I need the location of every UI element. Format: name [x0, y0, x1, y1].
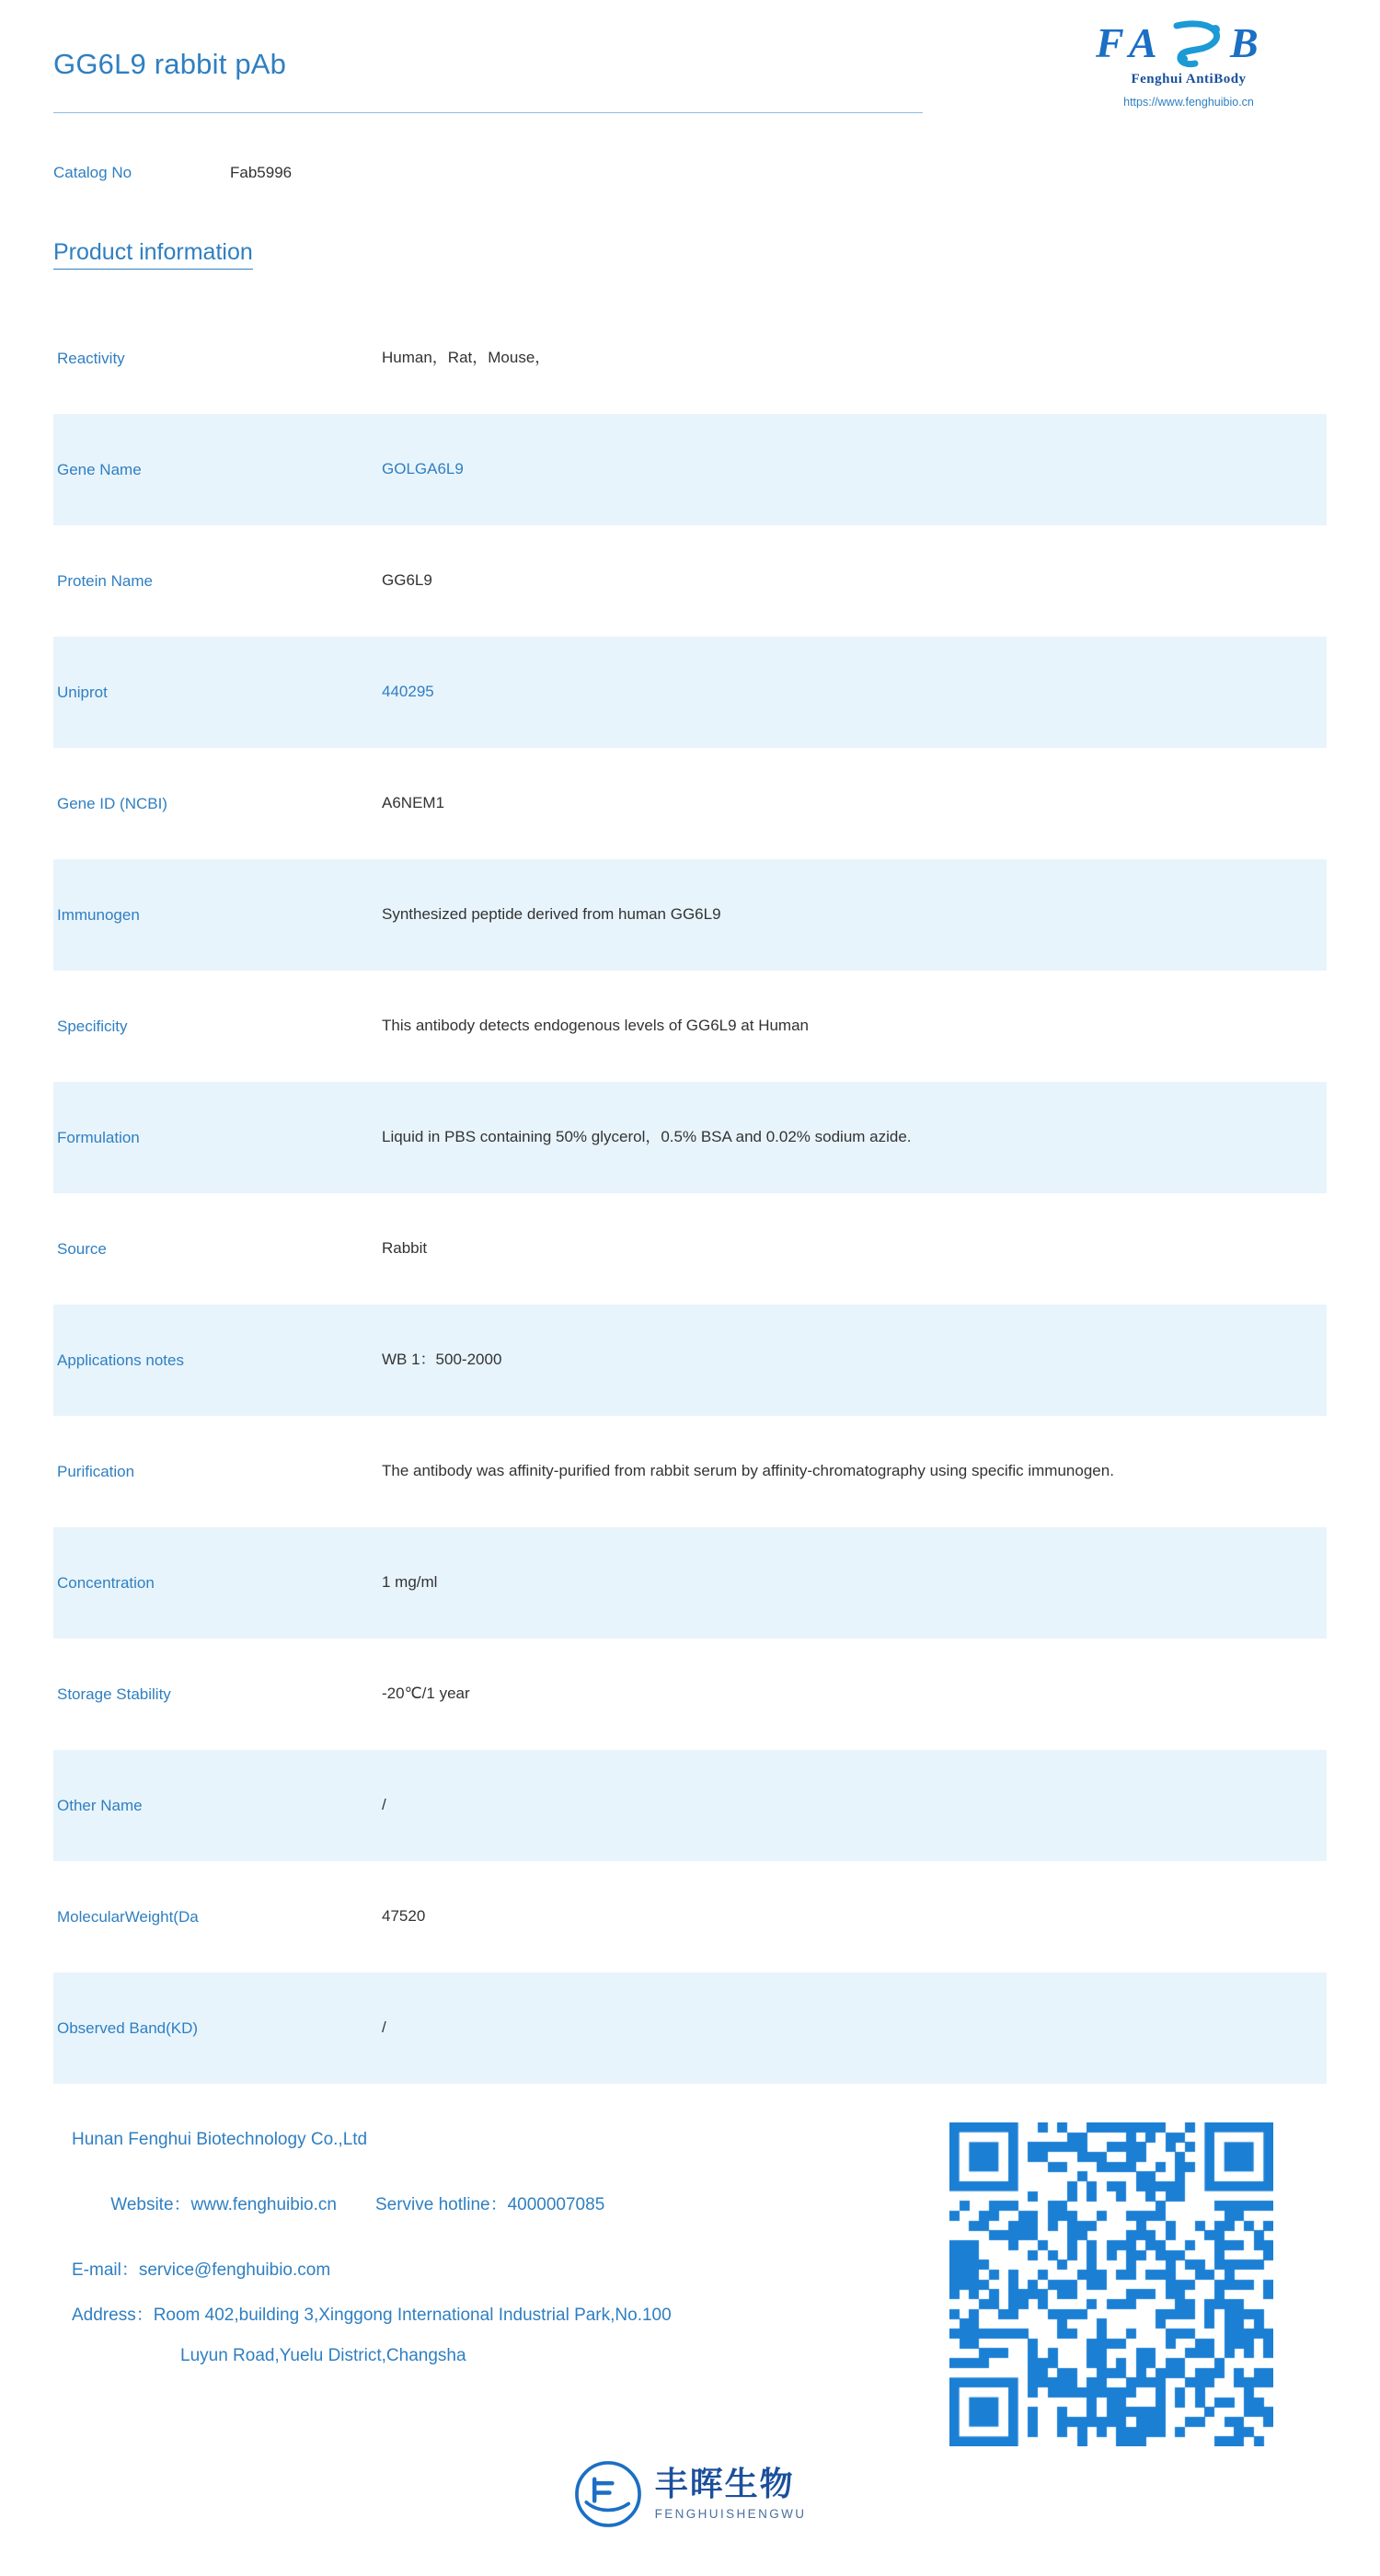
table-row	[53, 971, 1327, 1082]
row-label: Specificity	[57, 1017, 128, 1035]
row-label: Gene Name	[57, 460, 142, 478]
title-divider	[53, 112, 923, 113]
row-label: Concentration	[57, 1573, 155, 1592]
table-row	[53, 1861, 1327, 1972]
row-value: A6NEM1	[382, 794, 445, 812]
row-value: -20℃/1 year	[382, 1685, 470, 1703]
fenghui-mark-icon	[574, 2460, 642, 2528]
qr-code-canvas	[949, 2122, 1273, 2446]
row-label: Source	[57, 1239, 107, 1258]
row-value: Synthesized peptide derived from human GG6L9	[382, 905, 721, 924]
brand-url[interactable]: https://www.fenghuibio.cn	[1123, 96, 1254, 109]
row-value[interactable]: GOLGA6L9	[382, 460, 464, 478]
document-footer	[53, 2122, 1327, 2398]
footer-email[interactable]: E-mail：service@fenghuibio.com	[72, 2260, 331, 2280]
section-heading: Product information	[53, 239, 253, 270]
catalog-label: Catalog No	[53, 164, 132, 181]
row-value: /	[382, 1796, 386, 1814]
table-row	[53, 637, 1327, 748]
row-label: Other Name	[57, 1796, 143, 1814]
row-label: Formulation	[57, 1128, 140, 1146]
footer-website-row	[72, 2170, 992, 2236]
row-label: MolecularWeight(Da	[57, 1907, 199, 1926]
table-row	[53, 1639, 1327, 1750]
table-row	[53, 414, 1327, 525]
row-label: Protein Name	[57, 571, 153, 590]
row-label: Storage Stability	[57, 1685, 171, 1703]
svg-text:F: F	[1096, 19, 1124, 66]
row-value: Liquid in PBS containing 50% glycerol，0.5% BSA and 0.02% sodium azide.	[382, 1128, 912, 1146]
brand-logo	[1051, 17, 1327, 109]
brand-subtitle: Fenghui AntiBody	[1131, 72, 1247, 86]
catalog-row	[53, 164, 1327, 191]
table-row	[53, 1082, 1327, 1193]
row-label: Observed Band(KD)	[57, 2018, 199, 2037]
bottom-brand-text	[655, 2467, 807, 2521]
table-row	[53, 859, 1327, 971]
row-value: 1 mg/ml	[382, 1573, 438, 1592]
row-value: GG6L9	[382, 571, 432, 590]
footer-hotline: Servive hotline：4000007085	[374, 2195, 605, 2214]
row-value: Rabbit	[382, 1239, 428, 1258]
footer-contact-block	[72, 2130, 992, 2386]
row-label: Reactivity	[57, 349, 125, 367]
table-row	[53, 303, 1327, 414]
table-row	[53, 1305, 1327, 1416]
table-row	[53, 748, 1327, 859]
row-value: 47520	[382, 1907, 426, 1926]
table-row	[53, 1527, 1327, 1639]
row-label: Immunogen	[57, 905, 140, 924]
footer-website[interactable]: Website：www.fenghuibio.cn	[110, 2195, 337, 2214]
table-row	[53, 1416, 1327, 1527]
product-information-table	[53, 303, 1327, 2084]
row-label: Purification	[57, 1462, 135, 1480]
bottom-brand-logo	[0, 2460, 1380, 2528]
qr-code[interactable]	[949, 2122, 1273, 2446]
svg-text:A: A	[1129, 19, 1157, 66]
svg-text:B: B	[1230, 19, 1259, 66]
footer-address-line1: Address：Room 402,building 3,Xinggong International Industrial Park,No.100	[72, 2306, 672, 2325]
row-label: Uniprot	[57, 683, 108, 701]
catalog-value: Fab5996	[230, 164, 293, 181]
table-row	[53, 1972, 1327, 2084]
row-label: Applications notes	[57, 1351, 184, 1369]
document-header	[53, 0, 1327, 138]
bottom-brand-en: FENGHUISHENGWU	[654, 2506, 807, 2521]
row-value: The antibody was affinity-purified from rabbit serum by affinity-chromatography using specific immunogen.	[382, 1462, 1114, 1480]
footer-address-line2: Luyun Road,Yuelu District,Changsha	[180, 2346, 466, 2365]
row-label: Gene ID (NCBI)	[57, 794, 167, 812]
row-value: /	[382, 2018, 386, 2037]
row-value: WB 1：500-2000	[382, 1351, 502, 1369]
row-value[interactable]: 440295	[382, 683, 434, 701]
table-row	[53, 525, 1327, 637]
fab-logo-icon	[1092, 17, 1285, 70]
row-value: Human，Rat，Mouse，	[382, 349, 551, 367]
page-title: GG6L9 rabbit pAb	[53, 48, 287, 80]
table-row	[53, 1750, 1327, 1861]
footer-company: Hunan Fenghui Biotechnology Co.,Ltd	[72, 2130, 368, 2149]
row-value: This antibody detects endogenous levels of GG6L9 at Human	[382, 1017, 810, 1035]
table-row	[53, 1193, 1327, 1305]
bottom-brand-cn: 丰晖生物	[654, 2466, 795, 2504]
